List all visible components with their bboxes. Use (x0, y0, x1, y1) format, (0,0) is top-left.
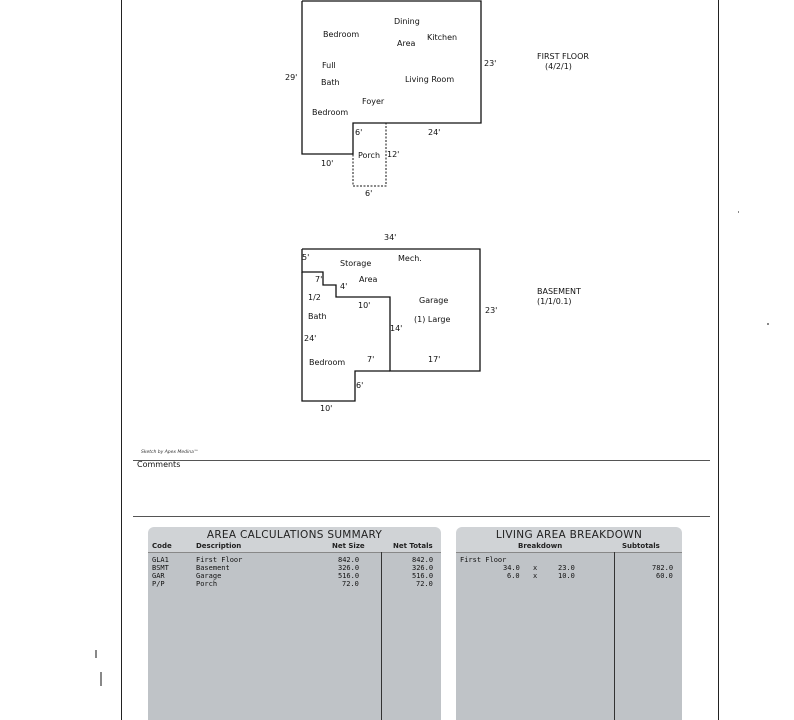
column-header: Net Size (332, 542, 365, 550)
row-code: GLA1 (152, 556, 169, 564)
scan-speck (738, 211, 739, 213)
scan-speck (100, 672, 102, 686)
panel-title: LIVING AREA BREAKDOWN (495, 529, 643, 541)
row-code: BSMT (152, 564, 169, 572)
floor-subtitle: (4/2/1) (545, 62, 572, 71)
row-multiply: x (533, 564, 538, 572)
dimension-label: 10' (358, 301, 371, 310)
dimension-label: 5' (302, 253, 310, 262)
column-header: Net Totals (393, 542, 433, 550)
row-net-size: 326.0 (338, 564, 360, 572)
dimension-label: 6' (356, 381, 364, 390)
row-description: Porch (196, 580, 218, 588)
panel-body (148, 552, 441, 720)
row-net-total: 326.0 (412, 564, 434, 572)
room-label: Mech. (398, 254, 422, 263)
room-label: Bedroom (312, 108, 349, 117)
room-label: Storage (340, 259, 372, 268)
dimension-label: 6' (365, 189, 373, 198)
room-label: Dining (394, 17, 420, 26)
room-label: (1) Large (414, 315, 451, 324)
column-divider (381, 552, 382, 720)
row-multiply: x (533, 572, 538, 580)
row-net-size: 842.0 (338, 556, 360, 564)
area-calculations-panel (148, 527, 441, 720)
comments-label: Comments (137, 460, 181, 469)
row-net-total: 72.0 (416, 580, 433, 588)
dimension-label: 23' (484, 59, 497, 68)
row-net-total: 516.0 (412, 572, 434, 580)
room-label: Area (397, 39, 416, 48)
floor-title: FIRST FLOOR (537, 52, 589, 61)
row-net-total: 842.0 (412, 556, 434, 564)
room-label: Area (359, 275, 378, 284)
dimension-label: 4' (340, 282, 348, 291)
room-label: Porch (358, 151, 381, 160)
sketch-credit: Sketch by Apex Medina™ (141, 450, 199, 455)
room-label: Bath (321, 78, 340, 87)
dimension-label: 7' (315, 275, 323, 284)
dimension-label: 23' (485, 306, 498, 315)
room-label: Full (322, 61, 336, 70)
row-description: Basement (196, 564, 230, 572)
room-label: Living Room (405, 75, 455, 84)
row-code: GAR (152, 572, 165, 580)
column-divider (614, 552, 615, 720)
first-floor-plan (285, 1, 589, 198)
dimension-label: 7' (367, 355, 375, 364)
row-code: P/P (152, 580, 165, 588)
panel-title: AREA CALCULATIONS SUMMARY (206, 529, 383, 541)
scan-speck (767, 323, 769, 325)
column-header: Breakdown (518, 542, 563, 550)
room-label: Foyer (362, 97, 385, 106)
dimension-label: 17' (428, 355, 441, 364)
dimension-label: 10' (320, 404, 333, 413)
column-header: Description (196, 542, 242, 550)
row-net-size: 72.0 (342, 580, 359, 588)
dimension-label: 24' (428, 128, 441, 137)
row-subtotal: 782.0 (652, 564, 674, 572)
floor-subtitle: (1/1/0.1) (537, 297, 572, 306)
room-label: 1/2 (308, 293, 321, 302)
floor-title: BASEMENT (537, 287, 581, 296)
row-subtotal: 60.0 (656, 572, 673, 580)
row-width: 23.0 (558, 564, 575, 572)
room-label: Garage (419, 296, 449, 305)
room-label: Bedroom (309, 358, 346, 367)
row-description: Garage (196, 572, 222, 580)
row-length: 34.0 (503, 564, 520, 572)
row-description: First Floor (196, 556, 243, 564)
dimension-label: 24' (304, 334, 317, 343)
dimension-label: 14' (390, 324, 403, 333)
basement-plan (302, 233, 581, 413)
divider (133, 460, 710, 461)
scan-speck (95, 650, 97, 658)
column-header: Subtotals (622, 542, 660, 550)
room-label: Bedroom (323, 30, 360, 39)
room-label: Bath (308, 312, 327, 321)
row-net-size: 516.0 (338, 572, 360, 580)
dimension-label: 10' (321, 159, 334, 168)
dimension-label: 29' (285, 73, 298, 82)
room-label: Kitchen (427, 33, 458, 42)
living-area-panel (456, 527, 682, 720)
dimension-label: 6' (355, 128, 363, 137)
dimension-label: 34' (384, 233, 397, 242)
divider (133, 516, 710, 517)
row-length: 6.0 (507, 572, 520, 580)
row-width: 10.0 (558, 572, 575, 580)
column-header: Code (152, 542, 172, 550)
dimension-label: 12' (387, 150, 400, 159)
section-label: First Floor (460, 556, 507, 564)
